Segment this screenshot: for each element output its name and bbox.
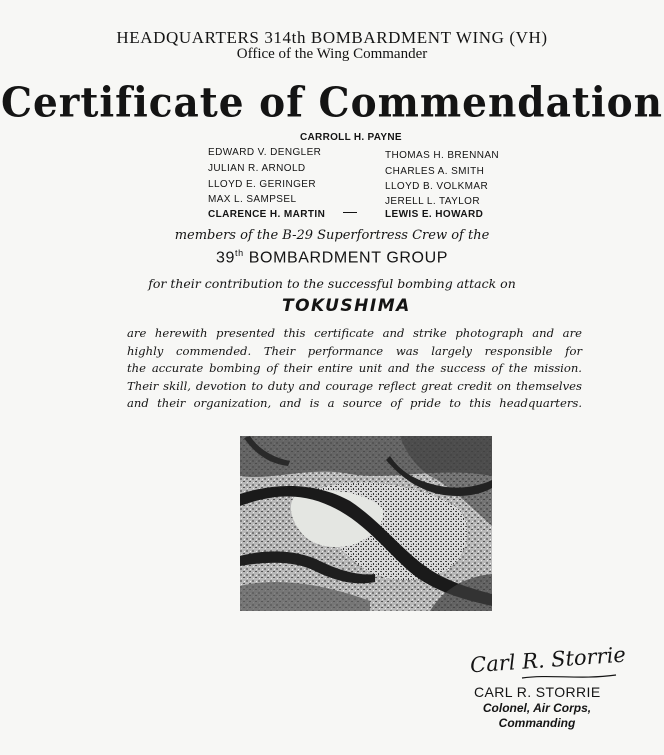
certificate-title: Certificate of Commendation (0, 78, 664, 128)
commendation-text (127, 325, 582, 413)
crew-name: MAX L. SAMPSEL (208, 194, 297, 205)
header-line-1: HEADQUARTERS 314th BOMBARDMENT WING (VH) (116, 28, 548, 47)
divider-mark (343, 212, 357, 213)
commendation-line: are herewith presented this certificate and strike photograph and are (127, 326, 582, 340)
crew-name: JULIAN R. ARNOLD (208, 163, 306, 174)
commendation-line: and their organization, and is a source of pride to this headquarters. (127, 396, 582, 410)
group-number: 39 (215, 249, 235, 267)
group-name: BOMBARDMENT GROUP (248, 249, 449, 267)
commendation-line: Their skill, devotion to duty and courage reflect great credit on themselves (127, 378, 582, 393)
crew-name: LLOYD B. VOLKMAR (385, 181, 489, 192)
header-line-2: Office of the Wing Commander (236, 46, 428, 62)
target-city: TOKUSHIMA (282, 296, 411, 316)
crew-name: THOMAS H. BRENNAN (385, 150, 500, 161)
crew-name: LEWIS E. HOWARD (385, 209, 484, 220)
members-line: members of the B-29 Superfortress Crew of the (174, 228, 490, 243)
signatory-title-line: Commanding (498, 716, 576, 730)
signatory-name: CARL R. STORRIE (474, 684, 601, 700)
strike-photograph (240, 436, 492, 611)
contribution-line: for their contribution to the successful bombing attack on (148, 276, 516, 291)
handwritten-signature: Carl R. Storrie (469, 642, 627, 678)
group-suffix: th (234, 248, 244, 258)
signatory-title (472, 701, 602, 731)
crew-name: LLOYD E. GERINGER (208, 179, 316, 190)
crew-name: CLARENCE H. MARTIN (208, 209, 326, 220)
signatory-title-line: Colonel, Air Corps, (482, 701, 592, 715)
crew-name: EDWARD V. DENGLER (208, 147, 322, 158)
group-line (0, 248, 664, 267)
crew-lead-name: CARROLL H. PAYNE (300, 132, 402, 143)
commendation-line: the accurate bombing of their entire unit and the success of the mission. (127, 361, 582, 375)
strike-photo-image (240, 436, 492, 611)
crew-name: CHARLES A. SMITH (385, 166, 485, 177)
signature-flourish (520, 672, 620, 682)
commendation-line: highly commended. Their performance was largely responsible for (127, 343, 582, 358)
crew-name: JERELL L. TAYLOR (385, 196, 480, 207)
